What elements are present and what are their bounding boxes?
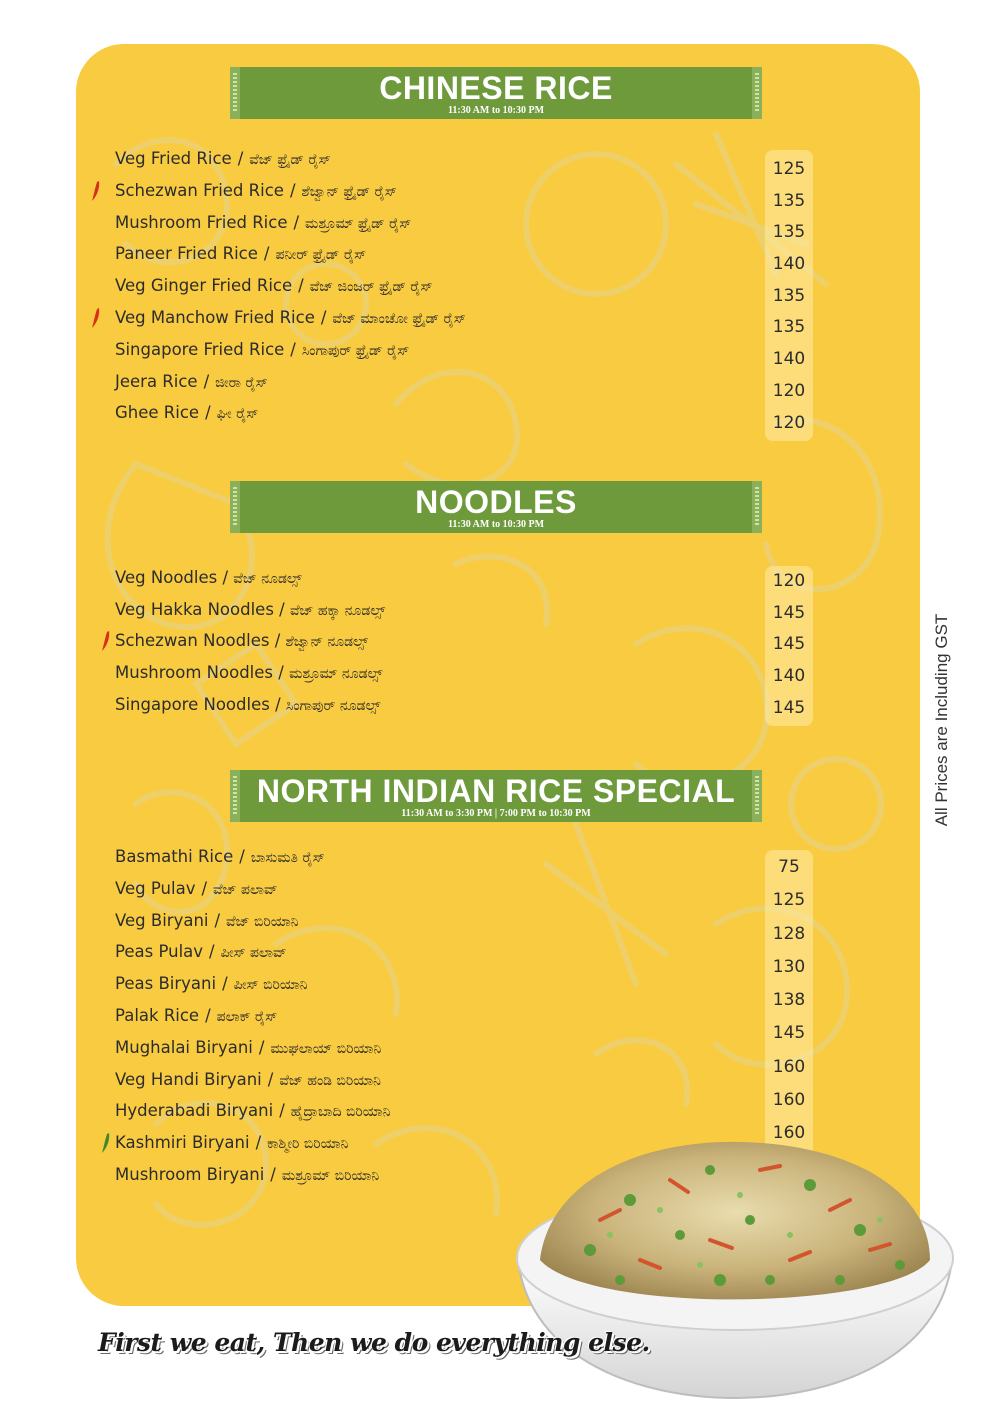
menu-item: Mushroom Biryani / ಮಶ್ರೂಮ್ ಬಿರಿಯಾನಿ [115, 1164, 380, 1184]
price: 140 [772, 666, 806, 687]
price: 120 [772, 380, 806, 401]
menu-item: Peas Biryani / ಪೀಸ್ ಬಿರಿಯಾನಿ [115, 974, 308, 994]
price: 145 [772, 634, 806, 655]
menu-item: Veg Handi Biryani / ವೆಜ್ ಹಂಡಿ ಬಿರಿಯಾನಿ [115, 1069, 381, 1089]
menu-item: Schezwan Noodles / ಶೆಜ್ವಾನ್ ನೂಡಲ್ಸ್ [115, 625, 385, 657]
price: 128 [772, 923, 806, 944]
chili-icon [91, 180, 101, 202]
price: 160 [772, 1090, 806, 1111]
menu-item: Kashmiri Biryani / ಕಾಶ್ಮೀರಿ ಬಿರಿಯಾನಿ [115, 1127, 390, 1159]
menu-item: Veg Ginger Fried Rice / ವೆಜ್ ಜಿಂಜರ್ ಫ್ರೈಡ್ ರೈಸ್ [115, 276, 433, 296]
north-indian-rice-items [115, 841, 390, 1191]
chili-icon [101, 1132, 111, 1154]
north-indian-rice-prices [765, 850, 813, 1181]
menu-item: Schezwan Fried Rice / ಶೆಜ್ವಾನ್ ಫ್ರೈಡ್ ರೈಸ್ [115, 175, 466, 207]
section-banner-north-indian-rice [230, 770, 762, 822]
menu-item: Veg Fried Rice / ವೆಜ್ ಫ್ರೈಡ್ ರೈಸ್ [115, 149, 331, 168]
price: 125 [772, 890, 806, 911]
section-title: NOODLES [415, 484, 577, 520]
menu-item: Mushroom Noodles / ಮಶ್ರೂಮ್ ನೂಡಲ್ಸ್ [115, 663, 383, 683]
noodles-prices [765, 566, 813, 726]
menu-item: Veg Biryani / ವೆಜ್ ಬಿರಿಯಾನಿ [115, 910, 299, 930]
chinese-rice-prices [765, 150, 813, 441]
price: 160 [772, 1056, 806, 1077]
section-banner-noodles [230, 481, 762, 533]
menu-item: Veg Manchow Fried Rice / ವೆಜ್ ಮಾಂಚೋ ಫ್ರೈಡ್ ರೈಸ್ [115, 302, 466, 334]
price: 135 [772, 285, 806, 306]
menu-item: Veg Noodles / ವೆಜ್ ನೂಡಲ್ಸ್ [115, 568, 302, 587]
menu-item: Paneer Fried Rice / ಪನೀರ್ ಫ್ರೈಡ್ ರೈಸ್ [115, 244, 367, 264]
menu-item: Mughalai Biryani / ಮುಘಲಾಯ್ ಬಿರಿಯಾನಿ [115, 1037, 382, 1057]
price: 138 [772, 990, 806, 1011]
price: 75 [778, 857, 800, 877]
price: 140 [772, 349, 806, 370]
chili-icon [101, 630, 111, 652]
noodles-items [115, 562, 385, 720]
price: 160 [772, 1123, 806, 1144]
section-hours: 11:30 AM to 10:30 PM [447, 519, 545, 530]
menu-item: Singapore Noodles / ಸಿಂಗಾಪುರ್ ನೂಡಲ್ಸ್ [115, 694, 381, 714]
section-hours: 11:30 AM to 10:30 PM [447, 105, 545, 116]
menu-item: Mushroom Fried Rice / ಮಶ್ರೂಮ್ ಫ್ರೈಡ್ ರೈಸ್ [115, 212, 412, 232]
menu-item: Veg Hakka Noodles / ವೆಜ್ ಹಕ್ಕಾ ನೂಡಲ್ಸ್ [115, 599, 386, 619]
price: 140 [772, 254, 806, 275]
price: 135 [772, 317, 806, 338]
menu-item: Hyderabadi Biryani / ಹೈದ್ರಾಬಾದಿ ಬಿರಿಯಾನಿ [115, 1101, 391, 1121]
fried-rice-bowl-icon [510, 1140, 960, 1400]
menu-item: Palak Rice / ಪಲಾಕ್ ರೈಸ್ [115, 1005, 278, 1025]
price: 125 [772, 159, 806, 179]
chinese-rice-items [115, 143, 466, 429]
price: 135 [772, 190, 806, 211]
tagline: First we eat, Then we do everything else. [98, 1328, 650, 1357]
price: 145 [772, 1023, 806, 1044]
menu-item: Veg Pulav / ವೆಜ್ ಪಲಾವ್ [115, 878, 278, 898]
section-title: NORTH INDIAN RICE SPECIAL [256, 773, 736, 809]
price: 120 [772, 571, 806, 591]
price: 130 [772, 956, 806, 977]
price: 145 [772, 697, 806, 718]
menu-item: Jeera Rice / ಜೀರಾ ರೈಸ್ [115, 371, 268, 391]
gst-note: All Prices are Including GST [932, 613, 951, 827]
section-hours: 11:30 AM to 3:30 PM | 7:00 PM to 10:30 PM [401, 808, 591, 819]
price: 145 [772, 602, 806, 623]
price: 135 [772, 222, 806, 243]
menu-item: Peas Pulav / ಪೀಸ್ ಪಲಾವ್ [115, 942, 287, 962]
section-banner-chinese-rice [230, 67, 762, 119]
section-title: CHINESE RICE [379, 70, 613, 106]
chili-icon [91, 307, 101, 329]
menu-item: Singapore Fried Rice / ಸಿಂಗಾಪುರ್ ಫ್ರೈಡ್ ರೈಸ್ [115, 339, 410, 359]
menu-item: Basmathi Rice / ಬಾಸುಮತಿ ರೈಸ್ [115, 847, 325, 866]
price: 120 [772, 412, 806, 433]
menu-item: Ghee Rice / ಘೀ ರೈಸ್ [115, 403, 259, 423]
